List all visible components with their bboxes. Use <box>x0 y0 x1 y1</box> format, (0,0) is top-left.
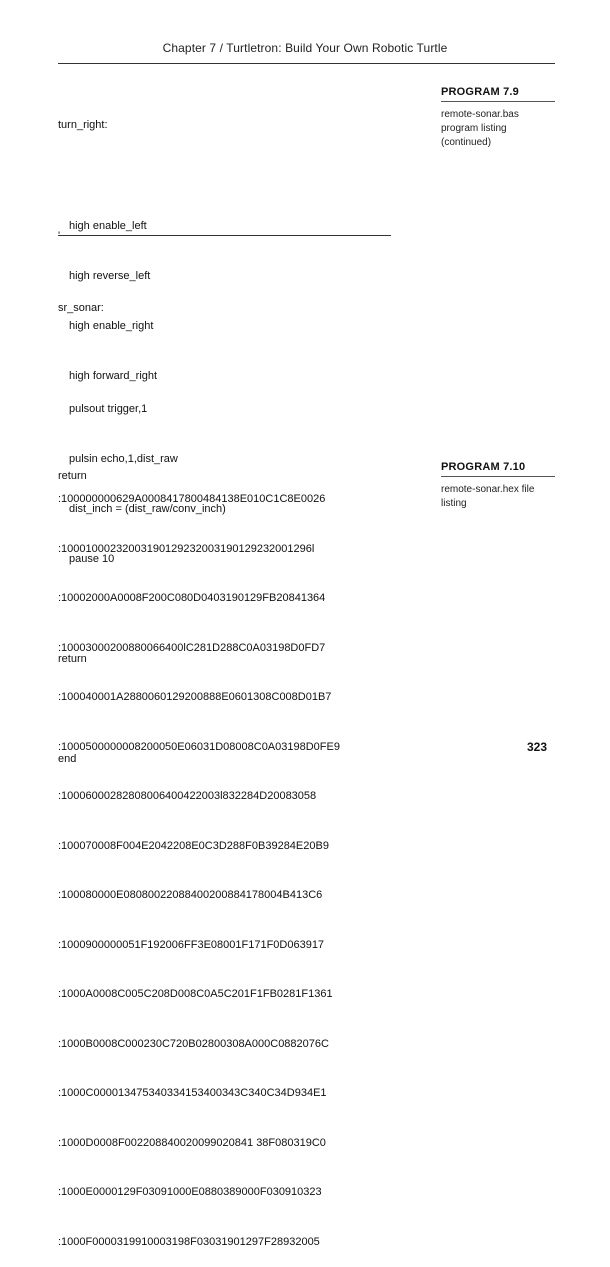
hex-line: :10001000232003190129232003190129232001296l <box>58 542 315 555</box>
code-line: pulsin echo,1,dist_raw <box>69 452 178 465</box>
code-line: sr_sonar: <box>58 302 104 315</box>
hex-line: :1000D0008F002208840020099020841 38F080319C0 <box>58 1136 326 1149</box>
caption-line: listing <box>441 498 467 509</box>
program-caption-7-9 <box>441 86 555 150</box>
hex-line: :100000000629A0008417800484138E010C1C8E0026 <box>58 493 326 505</box>
caption-line: remote-sonar.hex file <box>441 484 535 495</box>
header-rule <box>58 63 555 64</box>
code-line-blank <box>58 351 226 368</box>
program-caption-title: PROGRAM 7.9 <box>441 86 555 102</box>
comment-separator-line <box>58 235 391 236</box>
running-header: Chapter 7 / Turtletron: Build Your Own Robotic Turtle <box>162 41 448 55</box>
code-line: high enable_left <box>69 219 147 232</box>
hex-line: :100040001A2880060129200888E0601308C008D01B7 <box>58 691 332 703</box>
code-line: pulsout trigger,1 <box>69 402 148 415</box>
hex-line: :1000500000008200050E06031D08008C0A03198D0FE9 <box>58 740 340 753</box>
code-line: pause 10 <box>69 552 115 565</box>
code-line: return <box>58 470 87 483</box>
hex-line: :1000A0008C005C208D008C0A5C201F1FB0281F1361 <box>58 988 333 1000</box>
program-caption-title: PROGRAM 7.10 <box>441 461 555 477</box>
hex-line: :1000C000013475340334153400343C340C34D934E1 <box>58 1087 327 1099</box>
hex-line: :1000900000051F192006FF3E08001F171F0D063917 <box>58 938 325 951</box>
program-caption-desc <box>441 108 555 150</box>
hex-line: :100070008F004E2042208E0C3D288F0B39284E20B9 <box>58 839 329 852</box>
code-line: high forward_right <box>69 369 158 382</box>
hex-line: :10003000200880066400lC281D288C0A03198D0FD7 <box>58 641 326 654</box>
hex-line: :100080000E08080022088400200884178004B413C6 <box>58 889 323 901</box>
code-line: return <box>58 653 87 666</box>
hex-line: :1000F0000319910003198F03031901297F28932005 <box>58 1235 320 1248</box>
code-line: end <box>58 753 77 766</box>
hex-line: :10002000A0008F200C080D0403190129FB20841364 <box>58 592 326 604</box>
program-caption-7-10 <box>441 461 555 511</box>
code-line: high reverse_left <box>69 269 151 282</box>
page-number: 323 <box>527 740 548 754</box>
code-line: high enable_right <box>69 319 154 332</box>
program-caption-desc <box>441 483 555 511</box>
code-line-blank <box>58 168 157 185</box>
code-line: dist_inch = (dist_raw/conv_inch) <box>69 502 226 515</box>
hex-line: :10006000282808006400422003l832284D20083058 <box>58 790 317 802</box>
comment-tick: ' <box>58 230 61 242</box>
caption-line: (continued) <box>441 137 492 148</box>
caption-line: program listing <box>441 123 507 134</box>
caption-line: remote-sonar.bas <box>441 109 519 120</box>
hex-line: :1000B0008C000230C720B02800308A000C0882076C <box>58 1037 329 1050</box>
hex-line: :1000E0000129F03091000E0880389000F030910323 <box>58 1186 322 1198</box>
hex-listing <box>58 458 340 1267</box>
code-line: turn_right: <box>58 119 108 132</box>
